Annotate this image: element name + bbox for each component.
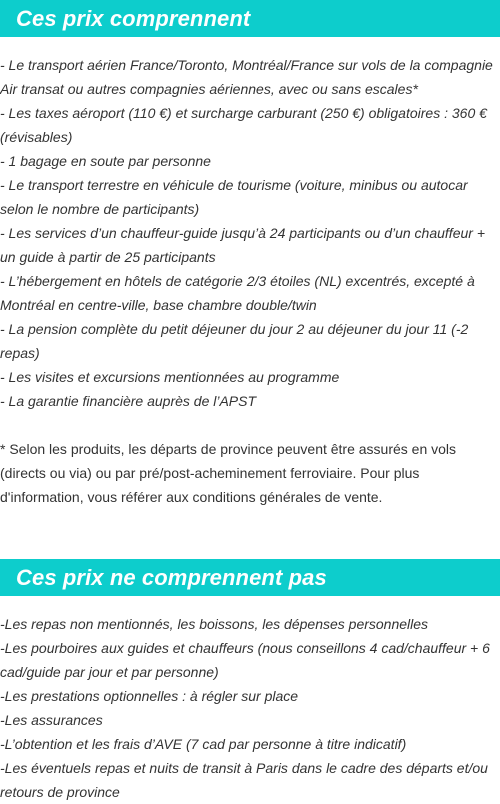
list-item: - Le transport aérien France/Toronto, Montréal/France sur vols de la compagnie Air transat ou autres compagnies aériennes, avec ou sans escales* [0, 57, 493, 97]
excluded-section-title: Ces prix ne comprennent pas [16, 564, 327, 590]
list-item: -Les assurances [0, 712, 103, 728]
list-item: -Les pourboires aux guides et chauffeurs (nous conseillons 4 cad/chauffeur + 6 cad/guide par jour et par personne) [0, 640, 490, 680]
included-items-list [0, 53, 500, 413]
excluded-items-list [0, 612, 500, 804]
list-item: - Le transport terrestre en véhicule de tourisme (voiture, minibus ou autocar selon le nombre de participants) [0, 177, 468, 217]
included-section-header [0, 0, 500, 37]
list-item: - Les visites et excursions mentionnées au programme [0, 369, 340, 385]
list-item: -Les repas non mentionnés, les boissons, les dépenses personnelles [0, 616, 429, 632]
list-item: -Les éventuels repas et nuits de transit à Paris dans le cadre des départs et/ou retours de province [0, 760, 488, 800]
included-section-title: Ces prix comprennent [16, 5, 251, 31]
list-item: -L’obtention et les frais d’AVE (7 cad par personne à titre indicatif) [0, 736, 407, 752]
list-item: - Les taxes aéroport (110 €) et surcharge carburant (250 €) obligatoires : 360 € (révisables) [0, 105, 487, 145]
list-item: -Les prestations optionnelles : à régler sur place [0, 688, 299, 704]
list-item: - La garantie financière auprès de l’APST [0, 393, 257, 409]
list-item: - L’hébergement en hôtels de catégorie 2/3 étoiles (NL) excentrés, excepté à Montréal en centre-ville, base chambre double/twin [0, 273, 475, 313]
departures-footnote: * Selon les produits, les départs de province peuvent être assurés en vols (directs ou via) ou par pré/post-acheminement ferroviaire. Pour plus d'information, vous référer aux conditions générales de vente. [0, 441, 457, 505]
list-item: - 1 bagage en soute par personne [0, 153, 211, 169]
list-item: - Les services d’un chauffeur-guide jusqu’à 24 participants ou d’un chauffeur + un guide à partir de 25 participants [0, 225, 485, 265]
list-item: - La pension complète du petit déjeuner du jour 2 au déjeuner du jour 11 (-2 repas) [0, 321, 469, 361]
excluded-section-header [0, 559, 500, 596]
